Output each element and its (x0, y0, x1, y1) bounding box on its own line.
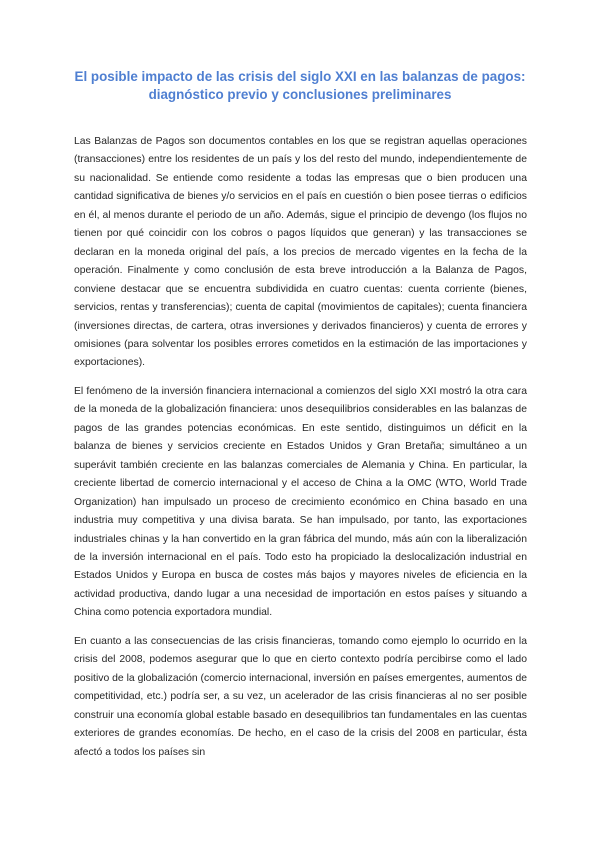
document-title (70, 68, 530, 104)
document-body (74, 133, 527, 772)
paragraph-3: En cuanto a las consecuencias de las crisis financieras, tomando como ejemplo lo ocurrido en la crisis del 2008, podemos asegurar que lo que en cierto contexto podría percibirse como el lado positivo de la globalización (comercio internacional, inversión en países emergentes, aumentos de competitividad, etc.) podría ser, a su vez, un acelerador de las crisis financieras al no ser posible construir una economía global estable basado en desequilibrios tan fundamentales en las cuentas exteriores de grandes economías. De hecho, en el caso de la crisis del 2008 en particular, ésta afectó a todos los países sin (74, 635, 527, 758)
title-line-2: diagnóstico previo y conclusiones preliminares (148, 87, 452, 102)
paragraph-1: Las Balanzas de Pagos son documentos contables en los que se registran aquellas operaciones (transacciones) entre los residentes de un país y los del resto del mundo, independientemente de su nacionalidad. Se entiende como residente a todas las empresas que o bien producen una cantidad significativa de bienes y/o servicios en el país en cuestión o bien posee tierras o edificios en él, al menos durante el periodo de un año. Además, sigue el principio de devengo (los flujos no tienen por qué coincidir con los cobros o pagos líquidos que generan) y las transacciones se declaran en la moneda original del país, a los precios de mercado vigentes en la fecha de la operación. Finalmente y como conclusión de esta breve introducción a la Balanza de Pagos, conviene destacar que se encuentra subdividida en cuatro cuentas: cuenta corriente (bienes, servicios, rentas y transferencias); cuenta de capital (movimientos de capitales); cuenta financiera (inversiones directas, de cartera, otras inversiones y derivados financieros) y cuenta de errores y omisiones (para solventar los posibles errores cometidos en la estimación de las importaciones y exportaciones). (74, 136, 527, 369)
paragraph-2: El fenómeno de la inversión financiera internacional a comienzos del siglo XXI mostró la otra cara de la moneda de la globalización financiera: unos desequilibrios considerables en las balanzas de pagos de las grandes potencias económicas. En este sentido, distinguimos un déficit en la balanza de bienes y servicios creciente en Estados Unidos y Gran Bretaña; simultáneo a un superávit también creciente en las balanzas comerciales de Alemania y China. En particular, la creciente libertad de comercio internacional y el acceso de China a la OMC (WTO, World Trade Organization) han impulsado un proceso de crecimiento económico en China basado en una industria muy competitiva y una divisa barata. Se han impulsado, por tanto, las exportaciones industriales chinas y la han convertido en la gran fábrica del mundo, más aún con la liberalización de la inversión internacional en el país. Todo esto ha propiciado la deslocalización industrial en Estados Unidos y Europa en busca de costes más bajos y mayores niveles de eficiencia en la actividad productiva, dando lugar a una necesidad de importación en estos países y situando a China como potencia exportadora mundial. (74, 385, 527, 619)
title-line-1: El posible impacto de las crisis del siglo XXI en las balanzas de pagos: (74, 69, 526, 84)
